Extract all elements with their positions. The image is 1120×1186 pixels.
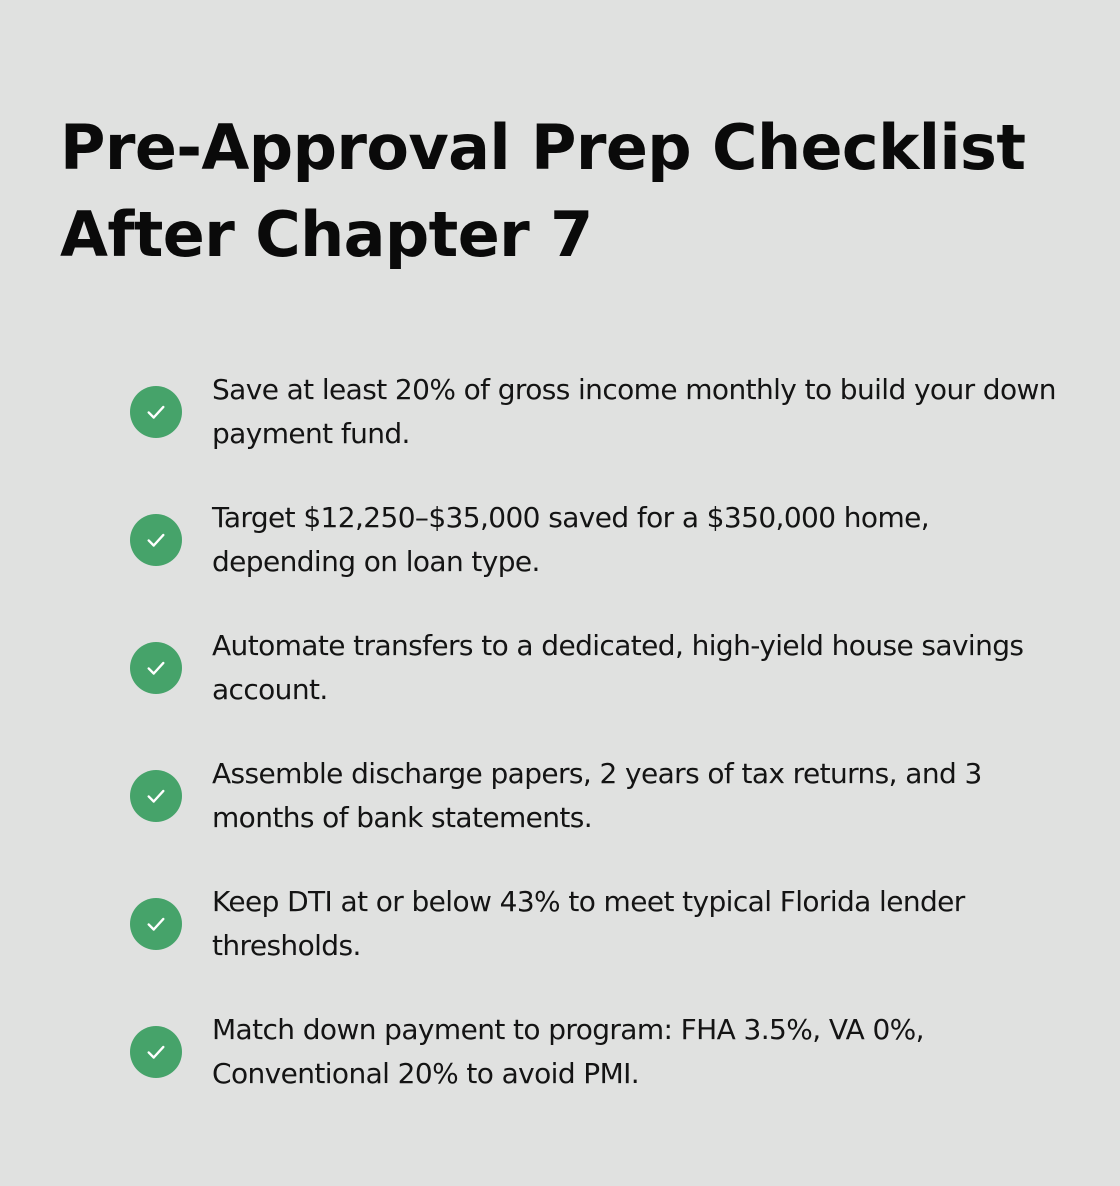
checklist-item-text: Assemble discharge papers, 2 years of tax returns, and 3 months of bank statements. — [212, 757, 982, 834]
checklist-item-text: Save at least 20% of gross income monthly to build your down payment fund. — [212, 373, 1056, 450]
check-circle-icon — [130, 898, 182, 950]
checklist-item — [130, 368, 1060, 496]
checklist-item — [130, 752, 1060, 880]
check-circle-icon — [130, 1026, 182, 1078]
check-circle-icon — [130, 770, 182, 822]
checklist-item-text: Keep DTI at or below 43% to meet typical Florida lender thresholds. — [212, 885, 965, 962]
checklist-item-text: Match down payment to program: FHA 3.5%, VA 0%, Conventional 20% to avoid PMI. — [212, 1013, 924, 1090]
checklist-item-text: Target $12,250–$35,000 saved for a $350,000 home, depending on loan type. — [212, 501, 930, 578]
checklist-item-text: Automate transfers to a dedicated, high-yield house savings account. — [212, 629, 1024, 706]
page-title: Pre-Approval Prep Checklist After Chapter 7 — [60, 111, 1026, 271]
checklist-item — [130, 496, 1060, 624]
checklist — [130, 368, 1060, 1136]
check-circle-icon — [130, 642, 182, 694]
checklist-item — [130, 1008, 1060, 1136]
check-circle-icon — [130, 514, 182, 566]
checklist-item — [130, 624, 1060, 752]
check-circle-icon — [130, 386, 182, 438]
checklist-item — [130, 880, 1060, 1008]
